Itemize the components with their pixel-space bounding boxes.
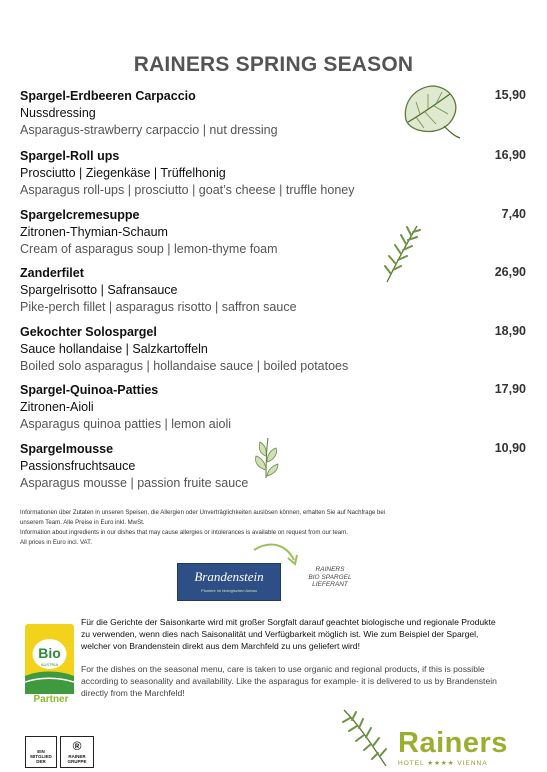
dish-description-en: Boiled solo asparagus | hollandaise sauce | boiled potatoes [20,359,349,373]
dish-name: Spargelmousse [20,442,114,456]
dish-description-de: Prosciutto | Ziegenkäse | Trüffelhonig [20,166,226,180]
hotel-wordmark: Rainers [398,727,508,759]
bio-country: AUSTRIA [40,662,59,667]
dish-price: 18,90 [494,324,526,338]
sourcing-text-en: For the dishes on the seasonal menu, care is taken to use organic and regional products, if this is possible according to seasonality and availability. Like the asparagus for example- it is delivered to us by Brandenstein directly from the Marchfeld! [81,664,497,699]
dish-description-en: Pike-perch fillet | asparagus risotto | saffron sauce [20,300,297,314]
dish-description-en: Asparagus-strawberry carpaccio | nut dressing [20,123,278,137]
dish-price: 10,90 [494,441,526,455]
rainers-hotel-logo [398,728,522,767]
rosemary-illustration-icon [383,222,423,284]
dish-description-de: Nussdressing [20,106,96,120]
dish-description-de: Sauce hollandaise | Salzkartoffeln [20,342,208,356]
curved-arrow-icon [252,542,302,568]
menu-item [20,265,530,316]
dish-name: Spargelcremesuppe [20,208,140,222]
ein-mitglied-logo: EIN MITGLIED DER [25,736,57,768]
dish-price: 15,90 [494,88,526,102]
dish-description-en: Asparagus quinoa patties | lemon aioli [20,417,232,431]
dish-description-de: Passionsfruchtsauce [20,459,136,473]
dish-price: 7,40 [501,207,526,221]
dish-price: 16,90 [494,148,526,162]
dish-description-en: Cream of asparagus soup | lemon-thyme foam [20,242,278,256]
menu-item [20,324,530,375]
dish-description-de: Spargelrisotto | Safransauce [20,283,178,297]
herb-sprig-illustration-icon [250,436,282,480]
brand-name: Brandenstein [194,569,264,584]
bio-partner-label: Partner [33,694,69,705]
dish-description-en: Asparagus mousse | passion fruite sauce [20,476,249,490]
sourcing-text-de: Für die Gerichte der Saisonkarte wird mit großer Sorgfalt darauf geachtet biologische und regionale Produkte zu verwenden, wenn dies nach Saisonalität und Verfügbarkeit möglich ist. Wie zum Beispiel der Spargel, welcher von Brandenstein direkt aus dem Marchfeld zu uns geliefert wird! [81,617,496,652]
dish-description-de: Zitronen-Thymian-Schaum [20,225,168,239]
dish-name: Gekochter Solospargel [20,325,157,339]
dish-description-de: Zitronen-Aioli [20,400,94,414]
dish-description-en: Asparagus roll-ups | prosciutto | goat’s cheese | truffle honey [20,183,355,197]
registered-symbol: ® [72,739,82,753]
dish-name: Spargel-Roll ups [20,149,120,163]
dish-price: 26,90 [494,265,526,279]
rainer-gruppe-logo: ® RAINER GRUPPE [60,736,94,768]
rosemary-footer-illustration-icon [340,706,390,768]
supplier-label: RAINERS BIO SPARGEL LIEFERANT [308,566,352,588]
dish-price: 17,90 [494,382,526,396]
page-title: RAINERS SPRING SEASON [133,53,414,76]
menu-item [20,382,530,433]
leaf-illustration-icon [398,80,464,140]
bio-word: Bio [38,645,61,661]
menu-item [20,148,530,199]
bio-austria-badge [25,624,74,694]
dish-name: Spargel-Erdbeeren Carpaccio [20,89,196,103]
menu-item [20,207,530,258]
brandenstein-logo [177,563,281,601]
dish-name: Spargel-Quinoa-Patties [20,383,159,397]
brand-tagline: Pioniere im biologischen Anbau [201,588,257,593]
dish-name: Zanderfilet [20,266,84,280]
hotel-subtitle: HOTEL ★★★★ VIENNA [398,760,488,767]
allergen-notice: Informationen über Zutaten in unseren Speisen, die Allergien oder Unverträglichkeiten auslösen können, erhalten Sie auf Nachfrage bei unserem Team. Alle Preise in Euro inkl. MwSt. Information about ingredients in our dishes that may cause allergies or intolerances is available on request from our team. All prices in Euro incl. VAT. [20,509,386,546]
